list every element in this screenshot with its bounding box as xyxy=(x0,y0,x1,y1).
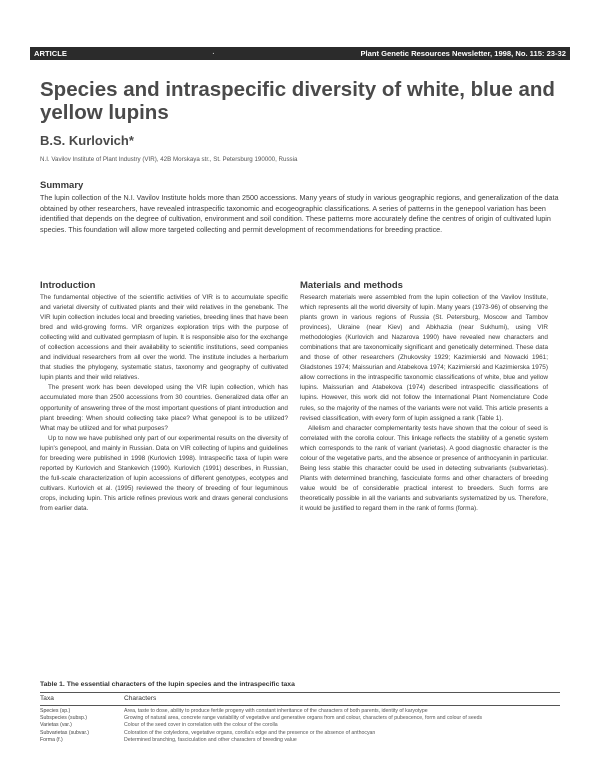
introduction-column xyxy=(40,280,288,514)
methods-paragraph: Allelism and character complementarity tests have shown that the colour of seed is correlated with the corolla colour. This linkage reflects the stability of a genetic system which corresponds to the rank of variant (varietas). A good diagnostic character is the colour of the vegetative parts, and the absence or presence of anthocyanin in particular. Being less stable this character could be used in detecting subvariants (subvarietas). Plants with determined branching, fasciculate forms and other characters of breeding value would be of considerable practical interest to breeders. Such forms are theoretically possible in all the variants and subvariants systematized by us. Therefore, it would be justified to regard them in the rank of forms (forma). xyxy=(300,424,548,512)
table-header-row xyxy=(40,693,560,706)
table-row xyxy=(40,706,560,715)
introduction-paragraph: The fundamental objective of the scientific activities of VIR is to accumulate specific and varietal diversity of cultivated plants and their wild relatives in the genebank. The VIR lupin collection includes local and breeding varieties, breeding lines that have been bred and wild-growing forms. VIR organizes exploration trips with the purpose of collecting wild and cultivated germplasm of lupin. It is responsible also for the exchange of collection accessions and their availability to scientific institutions, seed companies and individual researchers from all over the world. The institute includes a herbarium that studies the phylogeny, systematic status, taxonomy and geography of cultivated lupin plants and their wild relatives. xyxy=(40,294,288,382)
journal-header-bar xyxy=(30,47,570,60)
introduction-heading: Introduction xyxy=(40,280,96,291)
summary-section xyxy=(40,180,560,235)
author-name: B.S. Kurlovich* xyxy=(40,133,134,148)
methods-heading: Materials and methods xyxy=(300,280,403,291)
methods-paragraph: Research materials were assembled from the lupin collection of the Vavilov Institute, which represents all the world diversity of lupin. Many years (1973-96) of observing the plants grown in various regions of Russia (St. Petersburg, Moscow and Tambov provinces), Ukraine (near Kiev) and Abkhazia (near Sukhumi), using VIR methodologies (Kurlovich and Nazarova 1990) have revealed new characters and combinations that are taxonomically significant and genetically determined. These data and those of other researchers (Zhukovsky 1929; Kazimierski and Nowacki 1961; Gladstones 1974; Maissurian and Atabekova 1974; Kazimierski and Kazimierska 1975) allow corrections in the intraspecific taxonomic classifications of white, blue and yellow lupins. Maissurian and Atabekova (1974) described intraspecific classifications of lupins. However, this work did not follow the International Plant Nomenclature Code rules, so the majority of the names of the variants were not valid. This article presents a revised classification, with every form of lupin assigned a rank (Table 1). xyxy=(300,294,548,422)
table-row xyxy=(40,714,560,721)
column-header-taxa: Taxa xyxy=(40,693,124,706)
taxon-cell: Forma (f.) xyxy=(40,736,63,743)
column-header-characters: Characters xyxy=(124,693,560,706)
article-title: Species and intraspecific diversity of white, blue and yellow lupins xyxy=(40,78,555,124)
characters-cell: Area, taste to dose, ability to produce fertile progeny with constant inheritance of the characters of both parents, identity of karyotype xyxy=(124,708,428,714)
introduction-paragraph: The present work has been developed using the VIR lupin collection, which has accumulated more than 2500 accessions from 30 countries. Generalized data offer an opportunity of answering three of the most important questions of plant introduction and plant breeding: When should collecting take place? What genepool is to be utilized? What may be utilized and for what purposes? xyxy=(40,384,288,432)
taxon-cell: Subvarietas (subvar.) xyxy=(40,729,90,736)
taxa-table xyxy=(40,692,560,743)
table-caption: Table 1. The essential characters of the lupin species and the intraspecific taxa xyxy=(40,681,295,688)
table-row xyxy=(40,729,560,736)
journal-citation: Plant Genetic Resources Newsletter, 1998, No. 115: 23-32 xyxy=(360,49,566,58)
table-row xyxy=(40,736,560,743)
taxon-cell: Species (sp.) xyxy=(40,708,71,714)
introduction-paragraph: Up to now we have published only part of our experimental results on the diversity of lupin's genepool, and mainly in Russian. Data on VIR collecting of lupins and guidelines for breeding were published in 1998 (Kurlovich 1998). Intraspecific taxa of lupin were reported by Kurlovich and Stankevich (1990). Kurlovich (1991) describes, in Russian, the full-scale characterization of lupin accessions of different genotypes, ecotypes and cultivars. Kurlovich et al. (1995) reviewed the theory of breeding of four leguminous crops, including lupin. This article refines previous work and draws general conclusions from earlier data. xyxy=(40,434,288,512)
taxon-cell: Varietas (var.) xyxy=(40,722,72,729)
taxon-cell: Subspecies (subsp.) xyxy=(40,715,87,722)
section-label: ARTICLE xyxy=(34,49,67,58)
summary-heading: Summary xyxy=(40,180,84,191)
header-separator-dot: · xyxy=(212,49,215,58)
summary-text: The lupin collection of the N.I. Vavilov Institute holds more than 2500 accessions. Many years of study in various geographic regions, and generalization of the data obtained by other researchers, have revealed intraspecific taxonomic and ecogeographic classifications. A series of patterns in the genepool variation has been identified that depends on the degree of cultivation, environment and soil condition. These patterns more accurately define the centres of origin of cultivated lupin species. This foundation will allow more targeted collecting and permit development of recommendations for breeding practice. xyxy=(40,193,559,234)
characters-cell: Determined branching, fasciculation and other characters of breeding value xyxy=(124,736,297,743)
author-affiliation: N.I. Vavilov Institute of Plant Industry (VIR), 42B Morskaya str., St. Petersburg 190000, Russia xyxy=(40,156,298,163)
characters-cell: Coloration of the cotyledons, vegetative organs, corolla's edge and the presence or the absence of anthocyan xyxy=(124,729,376,736)
table-row xyxy=(40,721,560,728)
methods-column xyxy=(300,280,548,514)
characters-cell: Colour of the seed cover in correlation with the colour of the corolla xyxy=(124,722,278,729)
table-1 xyxy=(40,681,560,743)
characters-cell: Growing of natural area, concrete range variability of vegetative and generative organs from and colour, characters of pubescence, form and colour of seeds xyxy=(124,715,483,722)
